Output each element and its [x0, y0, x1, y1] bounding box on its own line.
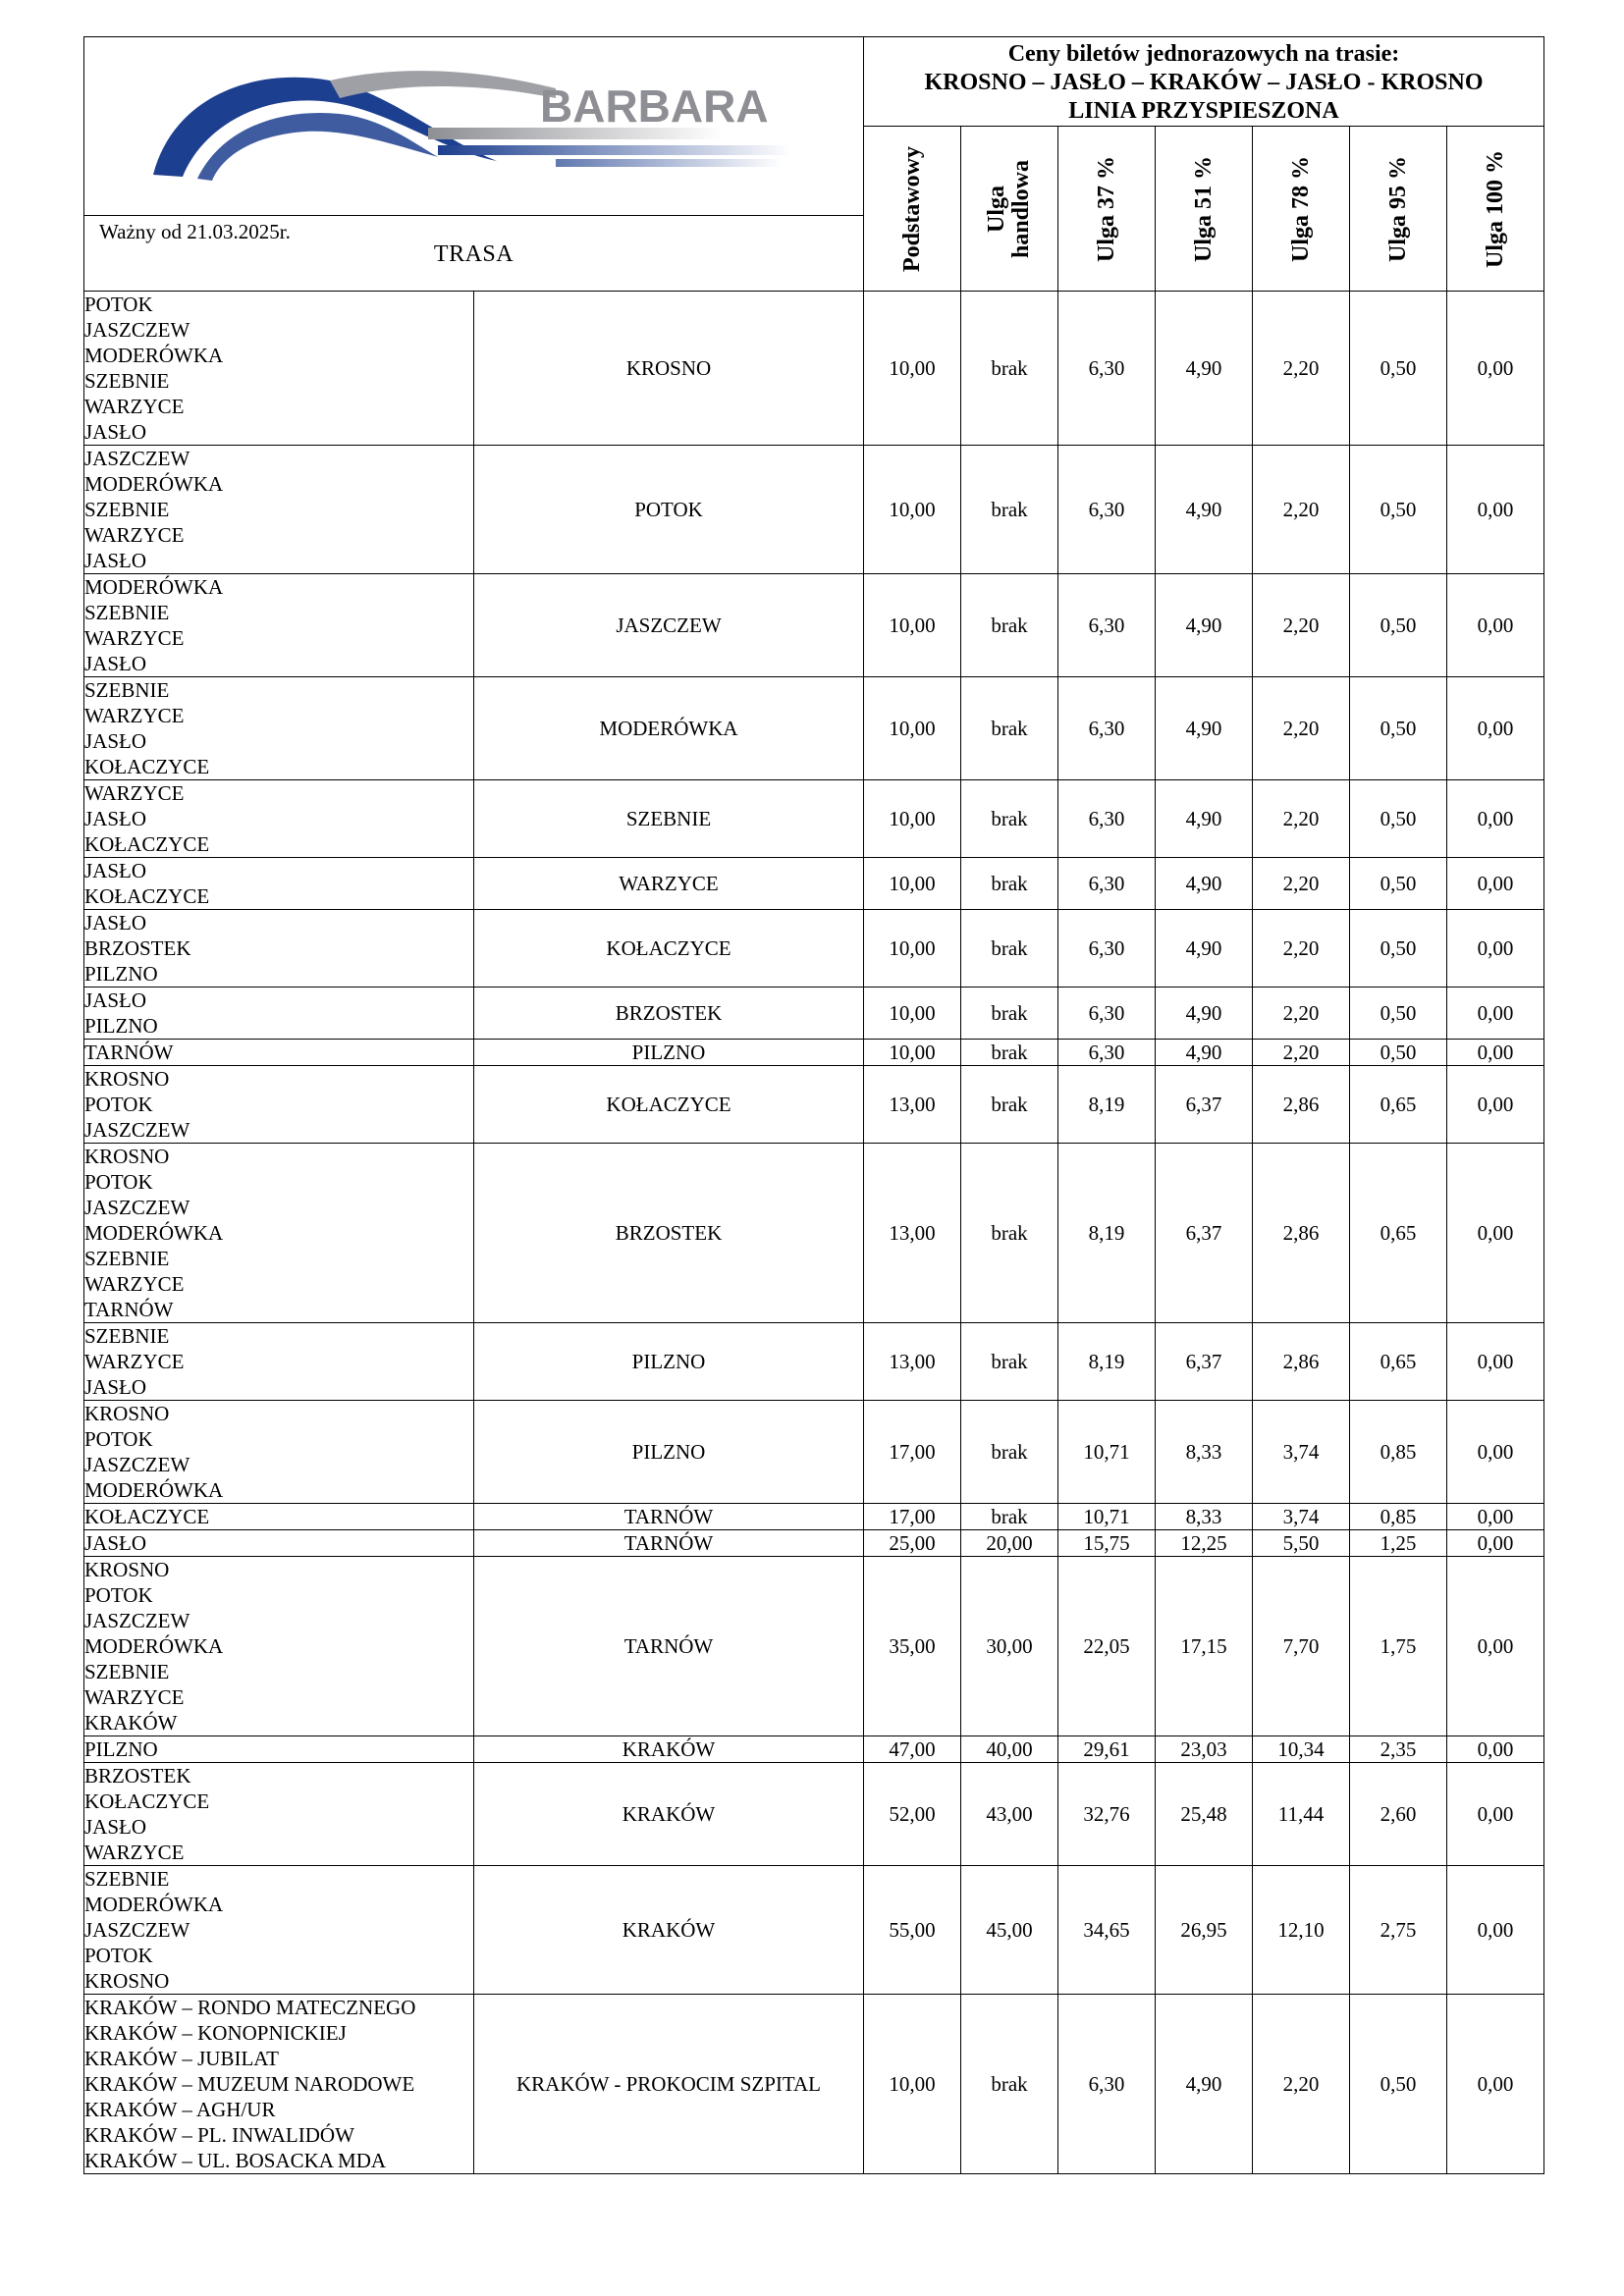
- price-ulga-78: 2,20: [1253, 574, 1350, 677]
- stop-name: WARZYCE: [84, 704, 185, 727]
- price-ulga-handlowa: brak: [961, 910, 1058, 988]
- to-stop: BRZOSTEK: [474, 1144, 864, 1323]
- table-row: [84, 1995, 1544, 2174]
- col-header-ulga-100: Ulga 100 %: [1447, 127, 1544, 292]
- stop-name: KRAKÓW – AGH/UR: [84, 2098, 276, 2121]
- price-ulga-100: 0,00: [1447, 1144, 1544, 1323]
- stop-name: KROSNO: [84, 1558, 170, 1581]
- tariff-title: [864, 37, 1543, 126]
- price-ulga-78: 2,20: [1253, 988, 1350, 1040]
- stop-name: MODERÓWKA: [84, 344, 224, 367]
- price-ulga-78: 2,86: [1253, 1066, 1350, 1144]
- stop-name: WARZYCE: [84, 1841, 185, 1864]
- stop-name: KROSNO: [84, 1067, 170, 1091]
- price-ulga-95: 0,50: [1350, 780, 1447, 858]
- table-row: [84, 1557, 1544, 1736]
- to-stop: KOŁACZYCE: [474, 910, 864, 988]
- from-stops: [84, 1995, 474, 2174]
- price-ulga-handlowa: brak: [961, 988, 1058, 1040]
- price-ulga-handlowa: brak: [961, 1144, 1058, 1323]
- price-ulga-handlowa: 45,00: [961, 1866, 1058, 1995]
- col-header-ulga-37: Ulga 37 %: [1058, 127, 1156, 292]
- price-ulga-95: 0,50: [1350, 677, 1447, 780]
- stop-name: WARZYCE: [84, 626, 185, 650]
- stop-name: SZEBNIE: [84, 678, 170, 702]
- price-ulga-handlowa: brak: [961, 1066, 1058, 1144]
- table-row: [84, 1144, 1544, 1323]
- stop-name: MODERÓWKA: [84, 1893, 224, 1916]
- to-stop: KROSNO: [474, 292, 864, 446]
- stop-name: WARZYCE: [84, 1350, 185, 1373]
- to-stop: WARZYCE: [474, 858, 864, 910]
- price-ulga-95: 0,50: [1350, 858, 1447, 910]
- stop-name: MODERÓWKA: [84, 575, 224, 599]
- price-podstawowy: 10,00: [864, 446, 961, 574]
- price-ulga-78: 11,44: [1253, 1763, 1350, 1866]
- stop-name: KROSNO: [84, 1969, 170, 1993]
- from-stops: [84, 1144, 474, 1323]
- stop-name: SZEBNIE: [84, 1867, 170, 1891]
- price-ulga-51: 4,90: [1156, 446, 1253, 574]
- price-ulga-37: 6,30: [1058, 446, 1156, 574]
- stop-name: SZEBNIE: [84, 369, 170, 393]
- stop-name: SZEBNIE: [84, 1660, 170, 1683]
- price-ulga-37: 6,30: [1058, 677, 1156, 780]
- price-ulga-handlowa: 30,00: [961, 1557, 1058, 1736]
- stop-name: POTOK: [84, 293, 153, 316]
- price-ulga-handlowa: brak: [961, 1504, 1058, 1530]
- price-ulga-100: 0,00: [1447, 446, 1544, 574]
- stop-name: POTOK: [84, 1944, 153, 1967]
- price-ulga-78: 2,86: [1253, 1323, 1350, 1401]
- from-stops: [84, 858, 474, 910]
- price-ulga-78: 2,20: [1253, 910, 1350, 988]
- stop-name: JASZCZEW: [84, 318, 190, 342]
- price-sheet: [83, 36, 1543, 2174]
- stop-name: JASZCZEW: [84, 1918, 190, 1942]
- price-ulga-95: 2,35: [1350, 1736, 1447, 1763]
- price-ulga-100: 0,00: [1447, 780, 1544, 858]
- stop-name: KOŁACZYCE: [84, 755, 210, 778]
- stop-name: POTOK: [84, 1427, 153, 1451]
- stop-name: MODERÓWKA: [84, 472, 224, 496]
- stop-name: JASŁO: [84, 911, 147, 934]
- price-ulga-95: 2,75: [1350, 1866, 1447, 1995]
- price-ulga-51: 6,37: [1156, 1066, 1253, 1144]
- price-ulga-handlowa: brak: [961, 1995, 1058, 2174]
- stop-name: KROSNO: [84, 1145, 170, 1168]
- stop-name: WARZYCE: [84, 781, 185, 805]
- price-ulga-51: 8,33: [1156, 1504, 1253, 1530]
- stop-name: KRAKÓW: [84, 1711, 178, 1735]
- price-podstawowy: 10,00: [864, 1995, 961, 2174]
- price-ulga-100: 0,00: [1447, 677, 1544, 780]
- stop-name: BRZOSTEK: [84, 936, 191, 960]
- price-ulga-37: 6,30: [1058, 780, 1156, 858]
- title-line-1: Ceny biletów jednorazowych na trasie:: [1007, 41, 1400, 67]
- from-stops: [84, 574, 474, 677]
- price-ulga-100: 0,00: [1447, 1736, 1544, 1763]
- price-ulga-51: 8,33: [1156, 1401, 1253, 1504]
- table-row: [84, 988, 1544, 1040]
- price-ulga-37: 6,30: [1058, 292, 1156, 446]
- table-row: [84, 910, 1544, 988]
- price-ulga-handlowa: brak: [961, 1040, 1058, 1066]
- price-ulga-37: 34,65: [1058, 1866, 1156, 1995]
- from-stops: [84, 1401, 474, 1504]
- price-ulga-95: 0,85: [1350, 1401, 1447, 1504]
- price-ulga-78: 5,50: [1253, 1530, 1350, 1557]
- col-header-ulga-78: Ulga 78 %: [1253, 127, 1350, 292]
- stop-name: KRAKÓW – RONDO MATECZNEGO: [84, 1996, 416, 2019]
- from-stops: [84, 780, 474, 858]
- price-ulga-100: 0,00: [1447, 988, 1544, 1040]
- price-podstawowy: 10,00: [864, 988, 961, 1040]
- price-ulga-78: 2,20: [1253, 858, 1350, 910]
- to-stop: KOŁACZYCE: [474, 1066, 864, 1144]
- stop-name: JASZCZEW: [84, 1118, 190, 1142]
- price-ulga-51: 6,37: [1156, 1144, 1253, 1323]
- price-ulga-78: 2,20: [1253, 446, 1350, 574]
- to-stop: KRAKÓW: [474, 1866, 864, 1995]
- stop-name: MODERÓWKA: [84, 1634, 224, 1658]
- price-ulga-95: 0,50: [1350, 292, 1447, 446]
- price-ulga-51: 25,48: [1156, 1763, 1253, 1866]
- table-row: [84, 1040, 1544, 1066]
- stop-name: TARNÓW: [84, 1041, 174, 1064]
- price-ulga-78: 12,10: [1253, 1866, 1350, 1995]
- price-ulga-51: 4,90: [1156, 910, 1253, 988]
- stop-name: KRAKÓW – MUZEUM NARODOWE: [84, 2072, 415, 2096]
- stop-name: JASZCZEW: [84, 447, 190, 470]
- price-ulga-37: 8,19: [1058, 1066, 1156, 1144]
- price-ulga-100: 0,00: [1447, 910, 1544, 988]
- stop-name: KOŁACZYCE: [84, 884, 210, 908]
- price-ulga-95: 0,50: [1350, 446, 1447, 574]
- stop-name: KRAKÓW – UL. BOSACKA MDA: [84, 2149, 387, 2172]
- to-stop: KRAKÓW: [474, 1736, 864, 1763]
- price-ulga-51: 4,90: [1156, 1995, 1253, 2174]
- price-ulga-37: 15,75: [1058, 1530, 1156, 1557]
- from-stops: [84, 292, 474, 446]
- price-ulga-37: 6,30: [1058, 574, 1156, 677]
- price-ulga-37: 10,71: [1058, 1504, 1156, 1530]
- stop-name: WARZYCE: [84, 395, 185, 418]
- price-ulga-handlowa: brak: [961, 677, 1058, 780]
- to-stop: TARNÓW: [474, 1557, 864, 1736]
- price-ulga-51: 12,25: [1156, 1530, 1253, 1557]
- price-ulga-95: 0,65: [1350, 1066, 1447, 1144]
- to-stop: KRAKÓW: [474, 1763, 864, 1866]
- price-podstawowy: 35,00: [864, 1557, 961, 1736]
- to-stop: TARNÓW: [474, 1504, 864, 1530]
- to-stop: POTOK: [474, 446, 864, 574]
- to-stop: MODERÓWKA: [474, 677, 864, 780]
- table-row: [84, 1530, 1544, 1557]
- stop-name: KOŁACZYCE: [84, 832, 210, 856]
- price-ulga-51: 17,15: [1156, 1557, 1253, 1736]
- stop-name: PILZNO: [84, 1737, 158, 1761]
- table-row: [84, 1504, 1544, 1530]
- from-stops: [84, 1323, 474, 1401]
- price-podstawowy: 10,00: [864, 780, 961, 858]
- logo-cell: [84, 37, 864, 216]
- to-stop: JASZCZEW: [474, 574, 864, 677]
- price-podstawowy: 13,00: [864, 1144, 961, 1323]
- price-ulga-78: 3,74: [1253, 1504, 1350, 1530]
- price-ulga-100: 0,00: [1447, 1866, 1544, 1995]
- price-ulga-handlowa: 40,00: [961, 1736, 1058, 1763]
- price-ulga-51: 4,90: [1156, 574, 1253, 677]
- price-ulga-100: 0,00: [1447, 574, 1544, 677]
- price-ulga-78: 3,74: [1253, 1401, 1350, 1504]
- price-ulga-51: 4,90: [1156, 677, 1253, 780]
- price-podstawowy: 10,00: [864, 910, 961, 988]
- price-podstawowy: 10,00: [864, 677, 961, 780]
- col-header-ulga-95: Ulga 95 %: [1350, 127, 1447, 292]
- price-ulga-51: 4,90: [1156, 858, 1253, 910]
- title-line-2: KROSNO – JASŁO – KRAKÓW – JASŁO - KROSNO: [924, 70, 1484, 95]
- price-ulga-95: 0,65: [1350, 1144, 1447, 1323]
- price-ulga-51: 4,90: [1156, 988, 1253, 1040]
- stop-name: WARZYCE: [84, 523, 185, 547]
- trasa-cell: [84, 216, 864, 292]
- price-podstawowy: 52,00: [864, 1763, 961, 1866]
- price-ulga-78: 7,70: [1253, 1557, 1350, 1736]
- price-podstawowy: 47,00: [864, 1736, 961, 1763]
- stop-name: JASŁO: [84, 729, 147, 753]
- price-podstawowy: 10,00: [864, 574, 961, 677]
- stop-name: SZEBNIE: [84, 601, 170, 624]
- price-ulga-95: 1,75: [1350, 1557, 1447, 1736]
- price-ulga-78: 2,20: [1253, 780, 1350, 858]
- price-ulga-100: 0,00: [1447, 1504, 1544, 1530]
- price-ulga-handlowa: brak: [961, 574, 1058, 677]
- price-ulga-95: 0,50: [1350, 1040, 1447, 1066]
- from-stops: [84, 1066, 474, 1144]
- stop-name: POTOK: [84, 1093, 153, 1116]
- to-stop: BRZOSTEK: [474, 988, 864, 1040]
- price-podstawowy: 17,00: [864, 1504, 961, 1530]
- price-ulga-51: 4,90: [1156, 1040, 1253, 1066]
- price-ulga-95: 0,65: [1350, 1323, 1447, 1401]
- price-ulga-37: 6,30: [1058, 910, 1156, 988]
- price-ulga-37: 22,05: [1058, 1557, 1156, 1736]
- stop-name: BRZOSTEK: [84, 1764, 191, 1788]
- to-stop: PILZNO: [474, 1401, 864, 1504]
- stop-name: MODERÓWKA: [84, 1478, 224, 1502]
- title-line-3: LINIA PRZYSPIESZONA: [1068, 98, 1339, 124]
- table-row: [84, 780, 1544, 858]
- price-podstawowy: 10,00: [864, 292, 961, 446]
- price-ulga-100: 0,00: [1447, 1323, 1544, 1401]
- price-ulga-37: 8,19: [1058, 1144, 1156, 1323]
- price-ulga-100: 0,00: [1447, 1557, 1544, 1736]
- stop-name: JASŁO: [84, 652, 147, 675]
- price-podstawowy: 13,00: [864, 1323, 961, 1401]
- stop-name: KROSNO: [84, 1402, 170, 1425]
- col-header-ulga-51: Ulga 51 %: [1156, 127, 1253, 292]
- price-ulga-51: 26,95: [1156, 1866, 1253, 1995]
- price-ulga-100: 0,00: [1447, 1763, 1544, 1866]
- price-ulga-78: 2,20: [1253, 1995, 1350, 2174]
- price-ulga-51: 6,37: [1156, 1323, 1253, 1401]
- price-podstawowy: 13,00: [864, 1066, 961, 1144]
- price-ulga-100: 0,00: [1447, 1401, 1544, 1504]
- price-ulga-100: 0,00: [1447, 1995, 1544, 2174]
- price-ulga-100: 0,00: [1447, 1066, 1544, 1144]
- price-ulga-37: 29,61: [1058, 1736, 1156, 1763]
- stop-name: KRAKÓW – KONOPNICKIEJ: [84, 2021, 347, 2045]
- stop-name: JASZCZEW: [84, 1609, 190, 1632]
- stop-name: PILZNO: [84, 962, 158, 986]
- table-row: [84, 1066, 1544, 1144]
- stop-name: JASŁO: [84, 1815, 147, 1839]
- price-ulga-100: 0,00: [1447, 292, 1544, 446]
- price-ulga-handlowa: 20,00: [961, 1530, 1058, 1557]
- price-ulga-95: 0,50: [1350, 574, 1447, 677]
- to-stop: TARNÓW: [474, 1530, 864, 1557]
- col-header-ulga-handlowa: Ulga handlowa: [961, 127, 1058, 292]
- table-row: [84, 1736, 1544, 1763]
- price-table: [83, 36, 1544, 2174]
- price-ulga-37: 6,30: [1058, 858, 1156, 910]
- price-ulga-78: 2,20: [1253, 292, 1350, 446]
- price-podstawowy: 25,00: [864, 1530, 961, 1557]
- price-ulga-handlowa: 43,00: [961, 1763, 1058, 1866]
- table-row: [84, 1401, 1544, 1504]
- stop-name: SZEBNIE: [84, 498, 170, 521]
- title-cell: [864, 37, 1544, 127]
- table-row: [84, 574, 1544, 677]
- from-stops: [84, 1040, 474, 1066]
- stop-name: JASŁO: [84, 859, 147, 882]
- price-podstawowy: 17,00: [864, 1401, 961, 1504]
- price-podstawowy: 10,00: [864, 1040, 961, 1066]
- from-stops: [84, 988, 474, 1040]
- stop-name: POTOK: [84, 1170, 153, 1194]
- stop-name: JASŁO: [84, 988, 147, 1012]
- stop-name: JASŁO: [84, 420, 147, 444]
- stop-name: KOŁACZYCE: [84, 1789, 210, 1813]
- price-ulga-95: 0,50: [1350, 988, 1447, 1040]
- stop-name: JASZCZEW: [84, 1196, 190, 1219]
- logo-text: BARBARA: [540, 80, 769, 132]
- price-ulga-95: 1,25: [1350, 1530, 1447, 1557]
- from-stops: [84, 446, 474, 574]
- price-ulga-37: 8,19: [1058, 1323, 1156, 1401]
- to-stop: SZEBNIE: [474, 780, 864, 858]
- price-ulga-95: 0,85: [1350, 1504, 1447, 1530]
- to-stop: PILZNO: [474, 1323, 864, 1401]
- stop-name: KRAKÓW – PL. INWALIDÓW: [84, 2123, 354, 2147]
- trasa-label: TRASA: [433, 241, 514, 267]
- price-ulga-37: 6,30: [1058, 1995, 1156, 2174]
- price-ulga-100: 0,00: [1447, 1530, 1544, 1557]
- price-ulga-78: 2,20: [1253, 1040, 1350, 1066]
- price-ulga-37: 6,30: [1058, 1040, 1156, 1066]
- price-ulga-78: 10,34: [1253, 1736, 1350, 1763]
- to-stop: PILZNO: [474, 1040, 864, 1066]
- price-ulga-37: 32,76: [1058, 1763, 1156, 1866]
- table-row: [84, 292, 1544, 446]
- stop-name: POTOK: [84, 1583, 153, 1607]
- price-ulga-100: 0,00: [1447, 1040, 1544, 1066]
- stop-name: KRAKÓW – JUBILAT: [84, 2047, 279, 2070]
- table-row: [84, 446, 1544, 574]
- from-stops: [84, 1866, 474, 1995]
- price-ulga-37: 6,30: [1058, 988, 1156, 1040]
- barbara-logo: [143, 59, 831, 206]
- from-stops: [84, 1557, 474, 1736]
- valid-from: Ważny od 21.03.2025r.: [99, 220, 291, 243]
- stop-name: KOŁACZYCE: [84, 1505, 210, 1528]
- price-ulga-100: 0,00: [1447, 858, 1544, 910]
- from-stops: [84, 910, 474, 988]
- price-ulga-handlowa: brak: [961, 858, 1058, 910]
- price-ulga-78: 2,86: [1253, 1144, 1350, 1323]
- stop-name: JASŁO: [84, 807, 147, 830]
- price-ulga-handlowa: brak: [961, 292, 1058, 446]
- table-row: [84, 1323, 1544, 1401]
- from-stops: [84, 1736, 474, 1763]
- price-ulga-handlowa: brak: [961, 780, 1058, 858]
- from-stops: [84, 1504, 474, 1530]
- stop-name: SZEBNIE: [84, 1247, 170, 1270]
- price-podstawowy: 10,00: [864, 858, 961, 910]
- table-row: [84, 1866, 1544, 1995]
- price-ulga-51: 4,90: [1156, 292, 1253, 446]
- price-ulga-95: 0,50: [1350, 1995, 1447, 2174]
- from-stops: [84, 1530, 474, 1557]
- table-row: [84, 1763, 1544, 1866]
- table-row: [84, 858, 1544, 910]
- price-ulga-51: 4,90: [1156, 780, 1253, 858]
- from-stops: [84, 1763, 474, 1866]
- price-ulga-handlowa: brak: [961, 1401, 1058, 1504]
- stop-name: JASŁO: [84, 1531, 147, 1555]
- table-row: [84, 677, 1544, 780]
- price-ulga-78: 2,20: [1253, 677, 1350, 780]
- price-ulga-handlowa: brak: [961, 1323, 1058, 1401]
- price-ulga-37: 10,71: [1058, 1401, 1156, 1504]
- price-ulga-95: 2,60: [1350, 1763, 1447, 1866]
- from-stops: [84, 677, 474, 780]
- stop-name: JASŁO: [84, 549, 147, 572]
- stop-name: SZEBNIE: [84, 1324, 170, 1348]
- stop-name: PILZNO: [84, 1014, 158, 1038]
- price-ulga-51: 23,03: [1156, 1736, 1253, 1763]
- stop-name: WARZYCE: [84, 1685, 185, 1709]
- to-stop: KRAKÓW - PROKOCIM SZPITAL: [474, 1995, 864, 2174]
- stop-name: JASZCZEW: [84, 1453, 190, 1476]
- stop-name: TARNÓW: [84, 1298, 174, 1321]
- stop-name: MODERÓWKA: [84, 1221, 224, 1245]
- stop-name: JASŁO: [84, 1375, 147, 1399]
- stop-name: WARZYCE: [84, 1272, 185, 1296]
- price-ulga-95: 0,50: [1350, 910, 1447, 988]
- price-podstawowy: 55,00: [864, 1866, 961, 1995]
- price-ulga-handlowa: brak: [961, 446, 1058, 574]
- col-header-podstawowy: Podstawowy: [864, 127, 961, 292]
